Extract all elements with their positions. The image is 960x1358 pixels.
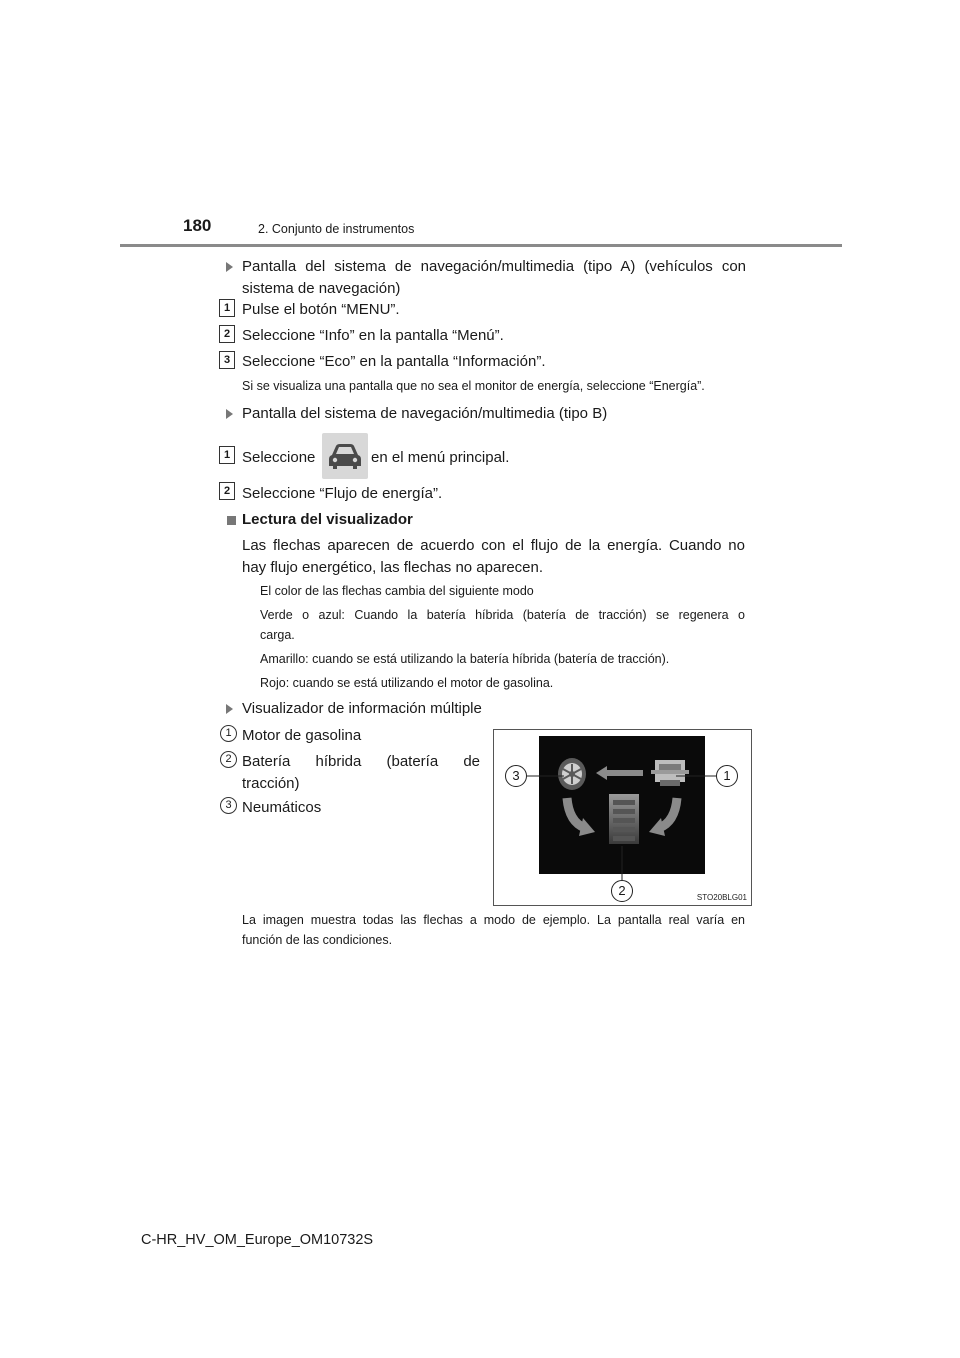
- triangle-bullet-icon: [226, 704, 233, 714]
- step-text: Seleccione “Eco” en la pantalla “Información”.: [242, 353, 546, 370]
- step-number: 2: [219, 325, 235, 343]
- chapter-title: 2. Conjunto de instrumentos: [258, 222, 415, 236]
- lectura-heading: Lectura del visualizador: [242, 511, 413, 528]
- step-number: 3: [219, 351, 235, 369]
- document-id: C-HR_HV_OM_Europe_OM10732S: [141, 1232, 374, 1248]
- car-icon: [322, 433, 368, 479]
- item-number: 2: [220, 751, 237, 768]
- item-number: 3: [220, 797, 237, 814]
- multi-display-title: [226, 698, 746, 720]
- figure-note-line2: función de las condiciones.: [242, 933, 393, 947]
- square-bullet-icon: [227, 516, 236, 525]
- energy-note: Si se visualiza una pantalla que no sea el monitor de energía, seleccione “Energía”.: [242, 379, 705, 393]
- item-label: Motor de gasolina: [242, 727, 362, 744]
- figure-code: STO20BLG01: [696, 893, 747, 902]
- section-b-title: [226, 403, 746, 425]
- section-b-title-text: Pantalla del sistema de navegación/multimedia (tipo B): [242, 405, 608, 422]
- section-a-title-line1: Pantalla del sistema de navegación/multimedia (tipo A) (vehículos con: [242, 258, 746, 275]
- color-green-line1: Verde o azul: Cuando la batería híbrida (batería de tracción) se regenera o: [260, 608, 745, 622]
- step-text: Seleccione “Flujo de energía”.: [242, 485, 443, 502]
- step-number: 2: [219, 482, 235, 500]
- energy-flow-figure: [493, 729, 752, 906]
- step-text: Seleccione “Info” en la pantalla “Menú”.: [242, 327, 504, 344]
- color-red: Rojo: cuando se está utilizando el motor de gasolina.: [260, 676, 554, 690]
- step-number: 1: [219, 299, 235, 317]
- section-a-title-line2: sistema de navegación): [242, 280, 401, 297]
- callout-1: 1: [716, 765, 738, 787]
- figure-note-line1: La imagen muestra todas las flechas a modo de ejemplo. La pantalla real varía en: [242, 913, 745, 927]
- item-number: 1: [220, 725, 237, 742]
- section-a-title: [226, 256, 746, 300]
- item-label-cont: tracción): [242, 775, 300, 792]
- step-text-before-icon: Seleccione: [242, 449, 316, 466]
- callout-2: 2: [611, 880, 633, 902]
- step-number: 1: [219, 446, 235, 464]
- step-text-after-icon: en el menú principal.: [371, 449, 510, 466]
- color-intro: El color de las flechas cambia del siguiente modo: [260, 584, 534, 598]
- step-text: Pulse el botón “MENU”.: [242, 301, 400, 318]
- item-label: Batería híbrida (batería de: [242, 753, 480, 770]
- lectura-para-line2: hay flujo energético, las flechas no aparecen.: [242, 559, 544, 576]
- triangle-bullet-icon: [226, 262, 233, 272]
- lectura-para-line1: Las flechas aparecen de acuerdo con el flujo de la energía. Cuando no: [242, 537, 745, 554]
- color-yellow: Amarillo: cuando se está utilizando la batería híbrida (batería de tracción).: [260, 652, 670, 666]
- page-number: 180: [183, 216, 212, 235]
- color-green-line2: carga.: [260, 628, 295, 642]
- multi-display-title-text: Visualizador de información múltiple: [242, 700, 482, 717]
- triangle-bullet-icon: [226, 409, 233, 419]
- item-label: Neumáticos: [242, 799, 322, 816]
- callout-3: 3: [505, 765, 527, 787]
- header-divider: [120, 244, 842, 247]
